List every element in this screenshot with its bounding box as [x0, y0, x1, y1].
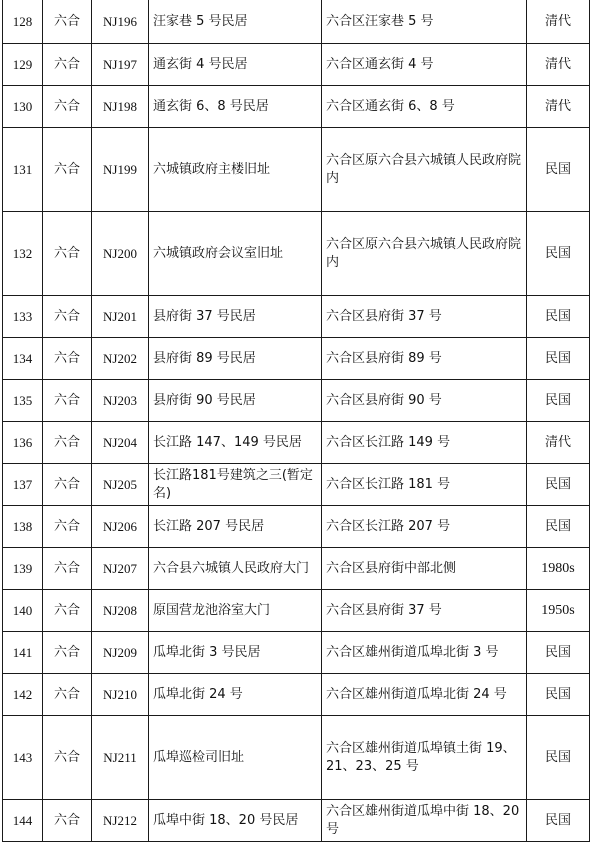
- address-cell: 六合区长江路 149 号: [322, 422, 527, 464]
- table-row: [3, 212, 590, 296]
- table-row: [3, 296, 590, 338]
- site-name-cell: 瓜埠北街 24 号: [149, 674, 322, 716]
- code-cell: NJ203: [92, 380, 149, 422]
- row-number: 144: [3, 800, 43, 842]
- site-name-cell: 县府街 89 号民居: [149, 338, 322, 380]
- era-cell: 1950s: [527, 590, 590, 632]
- site-name-cell: 县府街 90 号民居: [149, 380, 322, 422]
- site-name-cell: 长江路 147、149 号民居: [149, 422, 322, 464]
- row-number: 143: [3, 716, 43, 800]
- table-row: [3, 464, 590, 506]
- row-number: 135: [3, 380, 43, 422]
- table-row: [3, 128, 590, 212]
- era-cell: 民国: [527, 212, 590, 296]
- district-cell: 六合: [43, 86, 92, 128]
- address-cell: 六合区县府街 89 号: [322, 338, 527, 380]
- code-cell: NJ211: [92, 716, 149, 800]
- site-name-cell: 瓜埠北街 3 号民居: [149, 632, 322, 674]
- site-name-cell: 汪家巷 5 号民居: [149, 0, 322, 44]
- era-cell: 民国: [527, 506, 590, 548]
- address-cell: 六合区县府街中部北侧: [322, 548, 527, 590]
- era-cell: 1980s: [527, 548, 590, 590]
- era-cell: 清代: [527, 0, 590, 44]
- district-cell: 六合: [43, 632, 92, 674]
- district-cell: 六合: [43, 128, 92, 212]
- era-cell: 民国: [527, 716, 590, 800]
- district-cell: 六合: [43, 716, 92, 800]
- district-cell: 六合: [43, 0, 92, 44]
- row-number: 134: [3, 338, 43, 380]
- site-name-cell: 通玄街 6、8 号民居: [149, 86, 322, 128]
- district-cell: 六合: [43, 548, 92, 590]
- district-cell: 六合: [43, 44, 92, 86]
- address-cell: 六合区通玄街 6、8 号: [322, 86, 527, 128]
- address-cell: 六合区县府街 90 号: [322, 380, 527, 422]
- era-cell: 清代: [527, 86, 590, 128]
- table-row: [3, 548, 590, 590]
- address-cell: 六合区雄州街道瓜埠镇土街 19、21、23、25 号: [322, 716, 527, 800]
- table-row: [3, 0, 590, 44]
- heritage-table: [2, 0, 590, 842]
- row-number: 128: [3, 0, 43, 44]
- site-name-cell: 原国营龙池浴室大门: [149, 590, 322, 632]
- code-cell: NJ197: [92, 44, 149, 86]
- district-cell: 六合: [43, 590, 92, 632]
- row-number: 139: [3, 548, 43, 590]
- table-row: [3, 86, 590, 128]
- district-cell: 六合: [43, 674, 92, 716]
- table-row: [3, 674, 590, 716]
- era-cell: 民国: [527, 380, 590, 422]
- address-cell: 六合区长江路 207 号: [322, 506, 527, 548]
- site-name-cell: 长江路181号建筑之三(暂定名): [149, 464, 322, 506]
- table-row: [3, 380, 590, 422]
- table-row: [3, 716, 590, 800]
- row-number: 141: [3, 632, 43, 674]
- era-cell: 民国: [527, 296, 590, 338]
- row-number: 130: [3, 86, 43, 128]
- code-cell: NJ205: [92, 464, 149, 506]
- district-cell: 六合: [43, 506, 92, 548]
- address-cell: 六合区县府街 37 号: [322, 590, 527, 632]
- district-cell: 六合: [43, 422, 92, 464]
- code-cell: NJ208: [92, 590, 149, 632]
- row-number: 138: [3, 506, 43, 548]
- code-cell: NJ210: [92, 674, 149, 716]
- row-number: 129: [3, 44, 43, 86]
- table-row: [3, 590, 590, 632]
- site-name-cell: 瓜埠中街 18、20 号民居: [149, 800, 322, 842]
- code-cell: NJ206: [92, 506, 149, 548]
- era-cell: 民国: [527, 128, 590, 212]
- district-cell: 六合: [43, 380, 92, 422]
- table-row: [3, 422, 590, 464]
- table-row: [3, 338, 590, 380]
- site-name-cell: 六城镇政府主楼旧址: [149, 128, 322, 212]
- code-cell: NJ212: [92, 800, 149, 842]
- site-name-cell: 六城镇政府会议室旧址: [149, 212, 322, 296]
- table-row: [3, 506, 590, 548]
- address-cell: 六合区雄州街道瓜埠北街 3 号: [322, 632, 527, 674]
- address-cell: 六合区雄州街道瓜埠中街 18、20 号: [322, 800, 527, 842]
- code-cell: NJ207: [92, 548, 149, 590]
- table-row: [3, 632, 590, 674]
- code-cell: NJ209: [92, 632, 149, 674]
- site-name-cell: 六合县六城镇人民政府大门: [149, 548, 322, 590]
- address-cell: 六合区原六合县六城镇人民政府院内: [322, 128, 527, 212]
- era-cell: 民国: [527, 800, 590, 842]
- row-number: 131: [3, 128, 43, 212]
- code-cell: NJ200: [92, 212, 149, 296]
- address-cell: 六合区雄州街道瓜埠北街 24 号: [322, 674, 527, 716]
- era-cell: 民国: [527, 632, 590, 674]
- code-cell: NJ201: [92, 296, 149, 338]
- era-cell: 民国: [527, 674, 590, 716]
- row-number: 132: [3, 212, 43, 296]
- address-cell: 六合区通玄街 4 号: [322, 44, 527, 86]
- code-cell: NJ196: [92, 0, 149, 44]
- district-cell: 六合: [43, 800, 92, 842]
- site-name-cell: 瓜埠巡检司旧址: [149, 716, 322, 800]
- row-number: 142: [3, 674, 43, 716]
- code-cell: NJ204: [92, 422, 149, 464]
- address-cell: 六合区长江路 181 号: [322, 464, 527, 506]
- code-cell: NJ198: [92, 86, 149, 128]
- address-cell: 六合区原六合县六城镇人民政府院内: [322, 212, 527, 296]
- district-cell: 六合: [43, 338, 92, 380]
- site-name-cell: 县府街 37 号民居: [149, 296, 322, 338]
- district-cell: 六合: [43, 212, 92, 296]
- site-name-cell: 通玄街 4 号民居: [149, 44, 322, 86]
- table-row: [3, 800, 590, 842]
- era-cell: 民国: [527, 338, 590, 380]
- era-cell: 清代: [527, 422, 590, 464]
- era-cell: 清代: [527, 44, 590, 86]
- site-name-cell: 长江路 207 号民居: [149, 506, 322, 548]
- era-cell: 民国: [527, 464, 590, 506]
- row-number: 133: [3, 296, 43, 338]
- code-cell: NJ202: [92, 338, 149, 380]
- address-cell: 六合区汪家巷 5 号: [322, 0, 527, 44]
- table-row: [3, 44, 590, 86]
- row-number: 140: [3, 590, 43, 632]
- row-number: 137: [3, 464, 43, 506]
- district-cell: 六合: [43, 464, 92, 506]
- district-cell: 六合: [43, 296, 92, 338]
- address-cell: 六合区县府街 37 号: [322, 296, 527, 338]
- table-body: [3, 0, 590, 842]
- code-cell: NJ199: [92, 128, 149, 212]
- row-number: 136: [3, 422, 43, 464]
